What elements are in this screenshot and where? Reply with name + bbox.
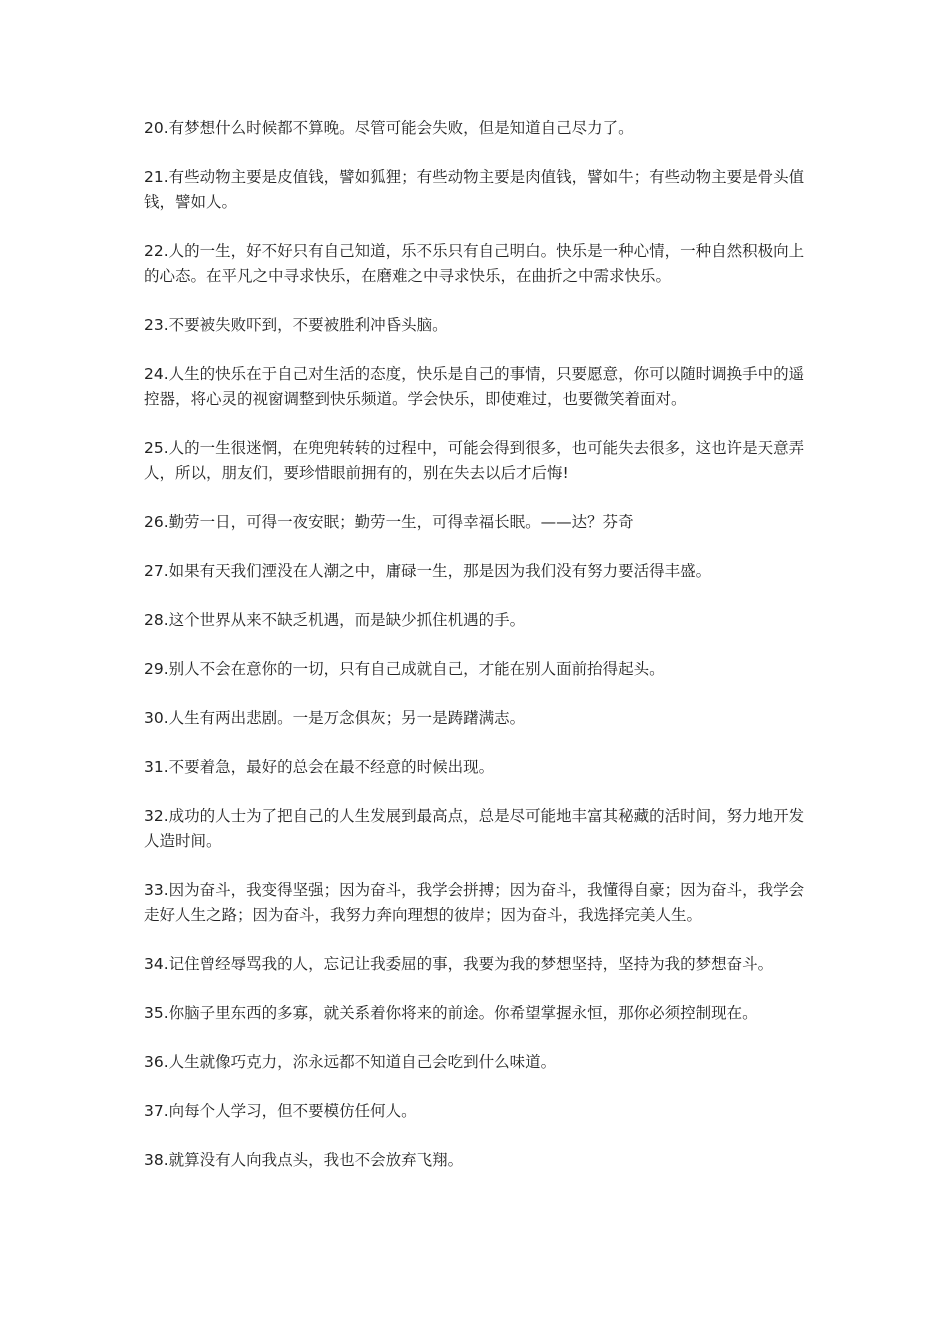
quote-38: 38.就算没有人向我点头，我也不会放弃飞翔。 (144, 1151, 464, 1169)
quote-24: 24.人生的快乐在于自己对生活的态度，快乐是自己的事情，只要愿意，你可以随时调换手中的遥控器，将心灵的视窗调整到快乐频道。学会快乐，即使难过，也要微笑着面对。 (144, 365, 805, 408)
quote-26: 26.勤劳一日，可得一夜安眠；勤劳一生，可得幸福长眠。——达？芬奇 (144, 513, 634, 531)
quote-30: 30.人生有两出悲剧。一是万念俱灰；另一是踌躇满志。 (144, 709, 526, 727)
quote-23: 23.不要被失败吓到，不要被胜利冲昏头脑。 (144, 316, 448, 334)
quote-22: 22.人的一生，好不好只有自己知道，乐不乐只有自己明白。快乐是一种心情，一种自然积极向上的心态。在平凡之中寻求快乐，在磨难之中寻求快乐，在曲折之中需求快乐。 (144, 242, 805, 285)
quote-37: 37.向每个人学习，但不要模仿任何人。 (144, 1102, 417, 1120)
quote-29: 29.别人不会在意你的一切，只有自己成就自己，才能在别人面前抬得起头。 (144, 660, 665, 678)
quote-20: 20.有梦想什么时候都不算晚。尽管可能会失败，但是知道自己尽力了。 (144, 119, 634, 137)
quote-32: 32.成功的人士为了把自己的人生发展到最高点，总是尽可能地丰富其秘藏的活时间，努力地开发人造时间。 (144, 807, 805, 850)
quote-list (144, 116, 816, 1197)
quote-27: 27.如果有天我们湮没在人潮之中，庸碌一生，那是因为我们没有努力要活得丰盛。 (144, 562, 712, 580)
quote-35: 35.你脑子里东西的多寡，就关系着你将来的前途。你希望掌握永恒，那你必须控制现在。 (144, 1004, 758, 1022)
quote-25: 25.人的一生很迷惘，在兜兜转转的过程中，可能会得到很多，也可能失去很多，这也许是天意弄人，所以，朋友们，要珍惜眼前拥有的，别在失去以后才后悔! (144, 439, 805, 482)
quote-21: 21.有些动物主要是皮值钱，譬如狐狸；有些动物主要是肉值钱，譬如牛；有些动物主要是骨头值钱，譬如人。 (144, 168, 805, 211)
quote-36: 36.人生就像巧克力，沵永远都不知道自己会吃到什么味道。 (144, 1053, 557, 1071)
quote-31: 31.不要着急，最好的总会在最不经意的时候出现。 (144, 758, 495, 776)
quote-28: 28.这个世界从来不缺乏机遇，而是缺少抓住机遇的手。 (144, 611, 526, 629)
quote-34: 34.记住曾经辱骂我的人，忘记让我委屈的事，我要为我的梦想坚持，坚持为我的梦想奋斗。 (144, 955, 774, 973)
quote-33: 33.因为奋斗，我变得坚强；因为奋斗，我学会拼搏；因为奋斗，我懂得自豪；因为奋斗，我学会走好人生之路；因为奋斗，我努力奔向理想的彼岸；因为奋斗，我选择完美人生。 (144, 881, 805, 924)
